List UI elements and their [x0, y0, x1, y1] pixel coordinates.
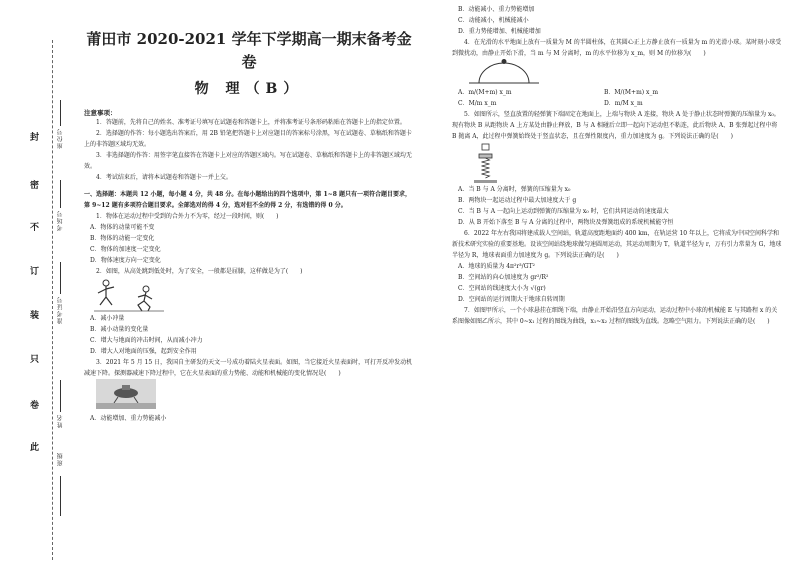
question-option: D．m/M x_m: [604, 100, 643, 107]
question-option: A．物体的动量可能不变: [90, 224, 155, 231]
question-stem: 5．如图所示，竖直放置的轻弹簧下端固定在地面上，上端与物块 A 连接，物块 A 处于静止状态时弹簧的压缩量为 x₀。现有物块 B 从距物块 A 上方某处由静止释放，B 与 A 相碰后立即一起向下运动但不粘连，此后物块 A、B 张弹起过程中将 B 抛离 A，此过程中弹簧始终处于竖直状态，且在弹性限度内，重力加速度为 g。下列说法正确的是( ): [452, 111, 780, 140]
question-option: C．增大与地面的冲击时间，从而减小冲力: [90, 337, 203, 344]
mars-probe-figure: [96, 379, 156, 409]
question-option: D．物体速度方向一定变化: [90, 257, 161, 264]
exam-room-label: 考场号: [57, 210, 64, 231]
binding-char: 封: [30, 133, 40, 143]
question-option: B．两物块一起运动过程中最大加速度大于 g: [458, 197, 577, 204]
binding-char: 不: [30, 223, 40, 233]
question-stem: 1．物体在运动过程中受到的合外力不为零，经过一段时间，则( ): [96, 213, 279, 220]
left-column: [84, 28, 414, 424]
question-stem: 3．2021 年 5 月 15 日，我国自主研发的天文一号成功着陆火星表面。如图，当它接近火星表面时，可打开反冲发动机减速下降。探测器减速下降过程中，它在火星表面的重力势能、动能和机械能的变化情况是( ): [84, 359, 413, 377]
exam-title: 莆田市 2020-2021 学年下学期高一期末备考金: [86, 30, 412, 48]
question-option: D．增大人对地面的压强，起到安全作用: [90, 348, 197, 355]
question-option: B．M/(M+m) x_m: [604, 89, 659, 96]
question-option: A．当 B 与 A 分离时，弹簧的压缩量为 x₀: [458, 186, 571, 193]
question-stem: 6．2022 年左右我国将建成载人空间站，轨道高度距地面约 400 km，在轨运营 10 年以上，它将成为中国空间科学和新技术研究实验的重要基地。设该空间站绕地球做匀速圆周运动，其运动周期为 T，轨道半径为 r，万有引力常量为 G，地球半径为 R，地球表面重力加速度为 g。下列说法正确的是( ): [452, 230, 782, 259]
binding-char: 密: [30, 181, 40, 191]
question-option: C．当 B 与 A 一起向上运动到弹簧的压缩量为 x₀ 时，它们共同运动的速度最大: [458, 208, 669, 215]
binding-dashed-line: [52, 40, 53, 560]
q4-options-row: [452, 98, 782, 109]
jumping-person-figure: [84, 277, 174, 313]
name-line: [60, 380, 61, 412]
question-stem: 4．在光滑的水平地面上放有一质量为 M 的半圆柱体，在其圆心正上方静止放有一质量为 m 的光滑小球。某时刻小球受到微扰动，由静止开始下滑，当 m 与 M 分离时，m 的水平位移为 x_m，则 M 的位移为( ): [452, 39, 782, 57]
spring-block-figure: [462, 142, 522, 184]
question-stem: 2．如图，从高处跳到低处时，为了安全，一般都是屈膝，这样做是为了( ): [96, 268, 303, 275]
question-option: A．地球的质量为 4π²r³/GT²: [458, 263, 535, 270]
question-option: D．空间站的运行周期大于地球自转周期: [458, 296, 565, 303]
seat-number-line: [60, 100, 61, 126]
class-label: 班级: [57, 452, 64, 466]
notice-item: 4．考试结束后，请将本试题卷和答题卡一并上交。: [96, 174, 232, 181]
binding-char: 只: [30, 355, 40, 365]
question-option: B．空间站的向心加速度为 gr²/R²: [458, 274, 549, 281]
question-option: B．动能减小、重力势能增加: [458, 6, 535, 13]
exam-title-cont: 卷: [241, 53, 257, 71]
notice-item: 1．答题前，先将自己的姓名、准考证号填写在试题卷和答题卡上，并将准考证号条形码粘贴在答题卡上的指定位置。: [96, 119, 406, 126]
notice-heading: 注意事项：: [84, 109, 117, 117]
exam-id-line: [60, 262, 61, 294]
binding-char: 此: [30, 443, 40, 453]
class-line: [60, 476, 61, 516]
question-option: C．物体的加速度一定变化: [90, 246, 161, 253]
notice-item: 2．选择题的作答：每小题选出答案后，用 2B 铅笔把答题卡上对应题目的答案标号涂黑，写在试题卷、草稿纸和答题卡上的非答题区域均无效。: [84, 130, 412, 148]
question-option: A．减小冲量: [90, 315, 125, 322]
section-heading: 一、选择题：本题共 12 小题，每小题 4 分，共 48 分。在每小题给出的四个选项中，第 1~8 题只有一项符合题目要求，第 9~12 题有多项符合题目要求。全部选对的得 4 分，选对但不全的得 2 分，有选错的得 0 分。: [84, 191, 411, 209]
binding-char: 装: [30, 311, 40, 321]
binding-strip: [0, 0, 80, 562]
notice-item: 3．非选择题的作答：用签字笔直接答在答题卡上对应的答题区域内。写在试题卷、草稿纸和答题卡上的非答题区域均无效。: [84, 152, 412, 170]
seat-number-label: 座位号: [57, 128, 64, 149]
right-column: [452, 4, 782, 327]
question-option: C．空间站的线速度大小为 √(gr): [458, 285, 546, 292]
question-option: C．动能减小，机械能减小: [458, 17, 529, 24]
exam-room-line: [60, 180, 61, 208]
name-label: 姓名: [57, 414, 64, 428]
binding-char: 订: [30, 267, 40, 277]
question-option: D．从 B 开始下落至 B 与 A 分离的过程中，两物块及弹簧组成的系统机械能守恒: [458, 219, 674, 226]
binding-char: 卷: [30, 401, 40, 411]
question-option: B．减小动量的变化量: [90, 326, 149, 333]
question-option: A．动能增加、重力势能减小: [90, 415, 167, 422]
question-option: A．m/(M+m) x_m: [458, 89, 512, 96]
question-option: C．M/m x_m: [458, 100, 497, 107]
subject-title: 物 理（B）: [194, 81, 304, 97]
exam-id-label: 准考证号: [57, 296, 64, 324]
question-option: D．重力势能增加、机械能增加: [458, 28, 541, 35]
q4-options-row: [452, 87, 782, 98]
question-option: B．物体的动能一定变化: [90, 235, 155, 242]
question-stem: 7．如图甲所示，一个小球悬挂在细绳下端，由静止开始沿竖直方向运动，运动过程中小球的机械能 E 与其路程 x 的关系图像如图乙所示，其中 0~x₁ 过程的图线为曲线，x₁~x₂ 过程的图线为直线。忽略空气阻力。下列说法正确的是( ): [452, 307, 778, 325]
half-cylinder-figure: [464, 59, 544, 87]
